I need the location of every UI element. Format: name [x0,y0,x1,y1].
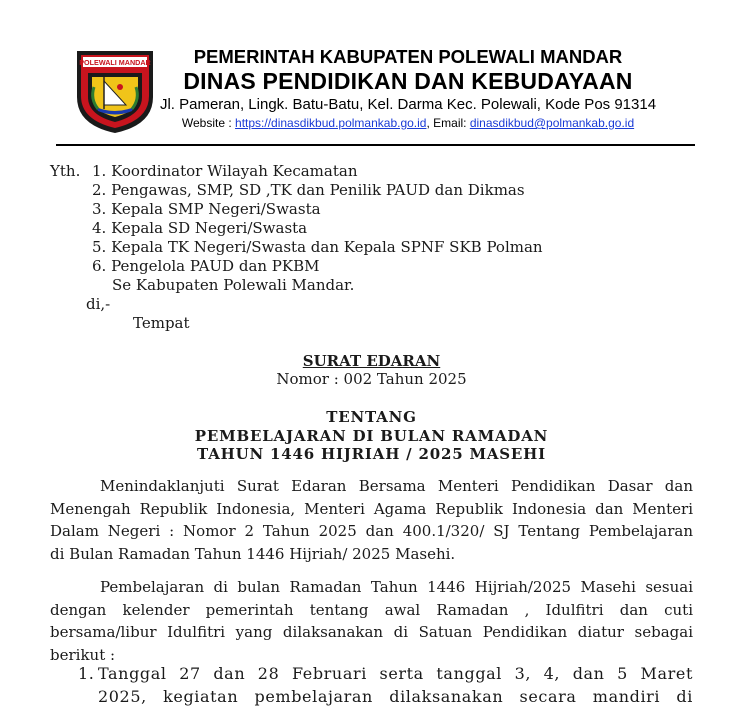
recipient-item: 1. Koordinator Wilayah Kecamatan [92,162,358,180]
contact-line [150,115,666,131]
subject-about: TENTANG [326,408,417,426]
letterhead [0,0,743,150]
letterhead-text [150,46,666,131]
paragraph-line: Pembelajaran di bulan Ramadan Tahun 1446 Hijriah/2025 Masehi sesuai [100,578,693,596]
agency-address: Jl. Pameran, Lingk. Batu-Batu, Kel. Darma Kec. Polewali, Kode Pos 91314 [159,96,657,113]
paragraph-line: berikut : [50,645,116,664]
polewali-mandar-crest-logo [74,47,156,135]
paragraph-1 [50,475,693,565]
recipient-item: 3. Kepala SMP Negeri/Swasta [92,200,321,218]
government-name: PEMERINTAH KABUPATEN POLEWALI MANDAR [193,46,623,67]
paragraph-line: Menengah Republik Indonesia, Menteri Agama Republik Indonesia dan Menteri [50,499,693,518]
circular-heading-block [0,352,743,388]
paragraph-line: dengan kelender pemerintah tentang awal Ramadan , Idulfitri dan cuti [50,600,693,619]
recipient-place: Tempat [133,314,190,332]
recipient-di: di,- [86,295,111,313]
website-link[interactable]: https://dinasdikbud.polmankab.go.id [235,116,427,130]
agency-name: DINAS PENDIDIKAN DAN KEBUDAYAAN [183,68,633,94]
subject-block [0,408,743,464]
logo-text: POLEWALI MANDAR [79,58,151,68]
list-number: 1. [78,664,95,683]
circular-heading: SURAT EDARAN [302,352,441,370]
paragraph-line: di Bulan Ramadan Tahun 1446 Hijriah/ 2025 Masehi. [50,544,456,563]
salutation: Yth. [50,162,81,180]
subject-line: TAHUN 1446 HIJRIAH / 2025 MASEHI [197,445,546,463]
recipient-item: 6. Pengelola PAUD dan PKBM [92,257,320,275]
recipient-item: 2. Pengawas, SMP, SD ,TK dan Penilik PAUD dan Dikmas [92,181,525,199]
paragraph-2 [50,576,693,666]
website-label: Website : [181,116,236,130]
paragraph-line: Dalam Negeri : Nomor 2 Tahun 2025 dan 400.1/320/ SJ Tentang Pembelajaran [50,522,693,541]
paragraph-line: bersama/libur Idulfitri yang dilaksanakan di Satuan Pendidikan diatur sebagai [50,623,693,642]
list-item-line: 2025, kegiatan pembelajaran dilaksanakan secara mandiri di [98,686,693,706]
recipient-item: 4. Kepala SD Negeri/Swasta [92,219,308,237]
numbered-list [78,663,693,723]
circular-number: Nomor : 002 Tahun 2025 [276,370,467,388]
list-item-line: Tanggal 27 dan 28 Februari serta tanggal 3, 4, dan 5 Maret [98,664,693,683]
subject-line: PEMBELAJARAN DI BULAN RAMADAN [194,426,549,445]
letterhead-divider [56,144,695,146]
email-label: , Email: [426,116,470,130]
recipient-region: Se Kabupaten Polewali Mandar. [112,276,355,294]
recipient-item: 5. Kepala TK Negeri/Swasta dan Kepala SPNF SKB Polman [92,238,543,256]
email-link[interactable]: dinasdikbud@polmankab.go.id [469,116,635,130]
paragraph-line: Menindaklanjuti Surat Edaran Bersama Menteri Pendidikan Dasar dan [100,477,693,495]
list-item [98,663,693,708]
